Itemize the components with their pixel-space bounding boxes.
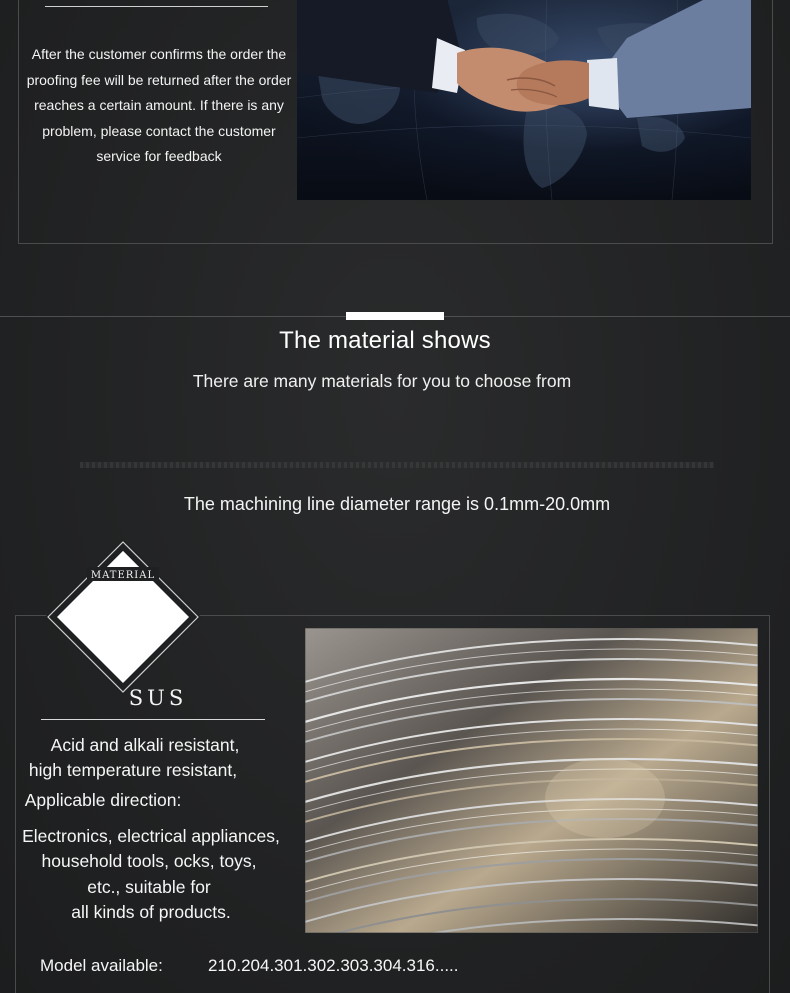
application-line-3: etc., suitable for: [87, 877, 211, 897]
application-line-1: Electronics, electrical appliances,: [22, 826, 280, 846]
section-subtitle: There are many materials for you to choose from: [192, 371, 572, 391]
property-line-2: high temperature resistant,: [28, 760, 238, 780]
handshake-illustration: [297, 0, 751, 200]
models-label: Model available:: [40, 956, 163, 975]
section-title: The material shows: [279, 327, 491, 354]
section-divider-tab: [346, 312, 444, 320]
applicable-direction-label: Applicable direction:: [24, 790, 182, 810]
diameter-range-text: The machining line diameter range is 0.1mm-20.0mm: [183, 494, 611, 514]
feedback-divider: [45, 6, 268, 7]
steel-wire-coil-image: [305, 628, 758, 933]
material-badge-label: MATERIAL: [90, 570, 156, 581]
application-line-2: household tools, ocks, toys,: [41, 851, 257, 871]
proofing-fee-text: After the customer confirms the order the proofing fee will be returned after the order reaches a certain amount. If there is any problem, please contact the customer service for feedback: [26, 46, 292, 164]
material-name: SUS: [128, 686, 188, 710]
property-line-1: Acid and alkali resistant,: [50, 735, 240, 755]
diamond-icon: [45, 539, 201, 695]
application-line-4: all kinds of products.: [71, 902, 231, 922]
material-name-underline: [41, 719, 265, 720]
decorative-strip: [80, 462, 714, 468]
material-badge: [45, 539, 201, 695]
models-value: 210.204.301.302.303.304.316.....: [208, 956, 459, 975]
wire-coil-illustration: [305, 628, 758, 933]
handshake-image: [297, 0, 751, 200]
